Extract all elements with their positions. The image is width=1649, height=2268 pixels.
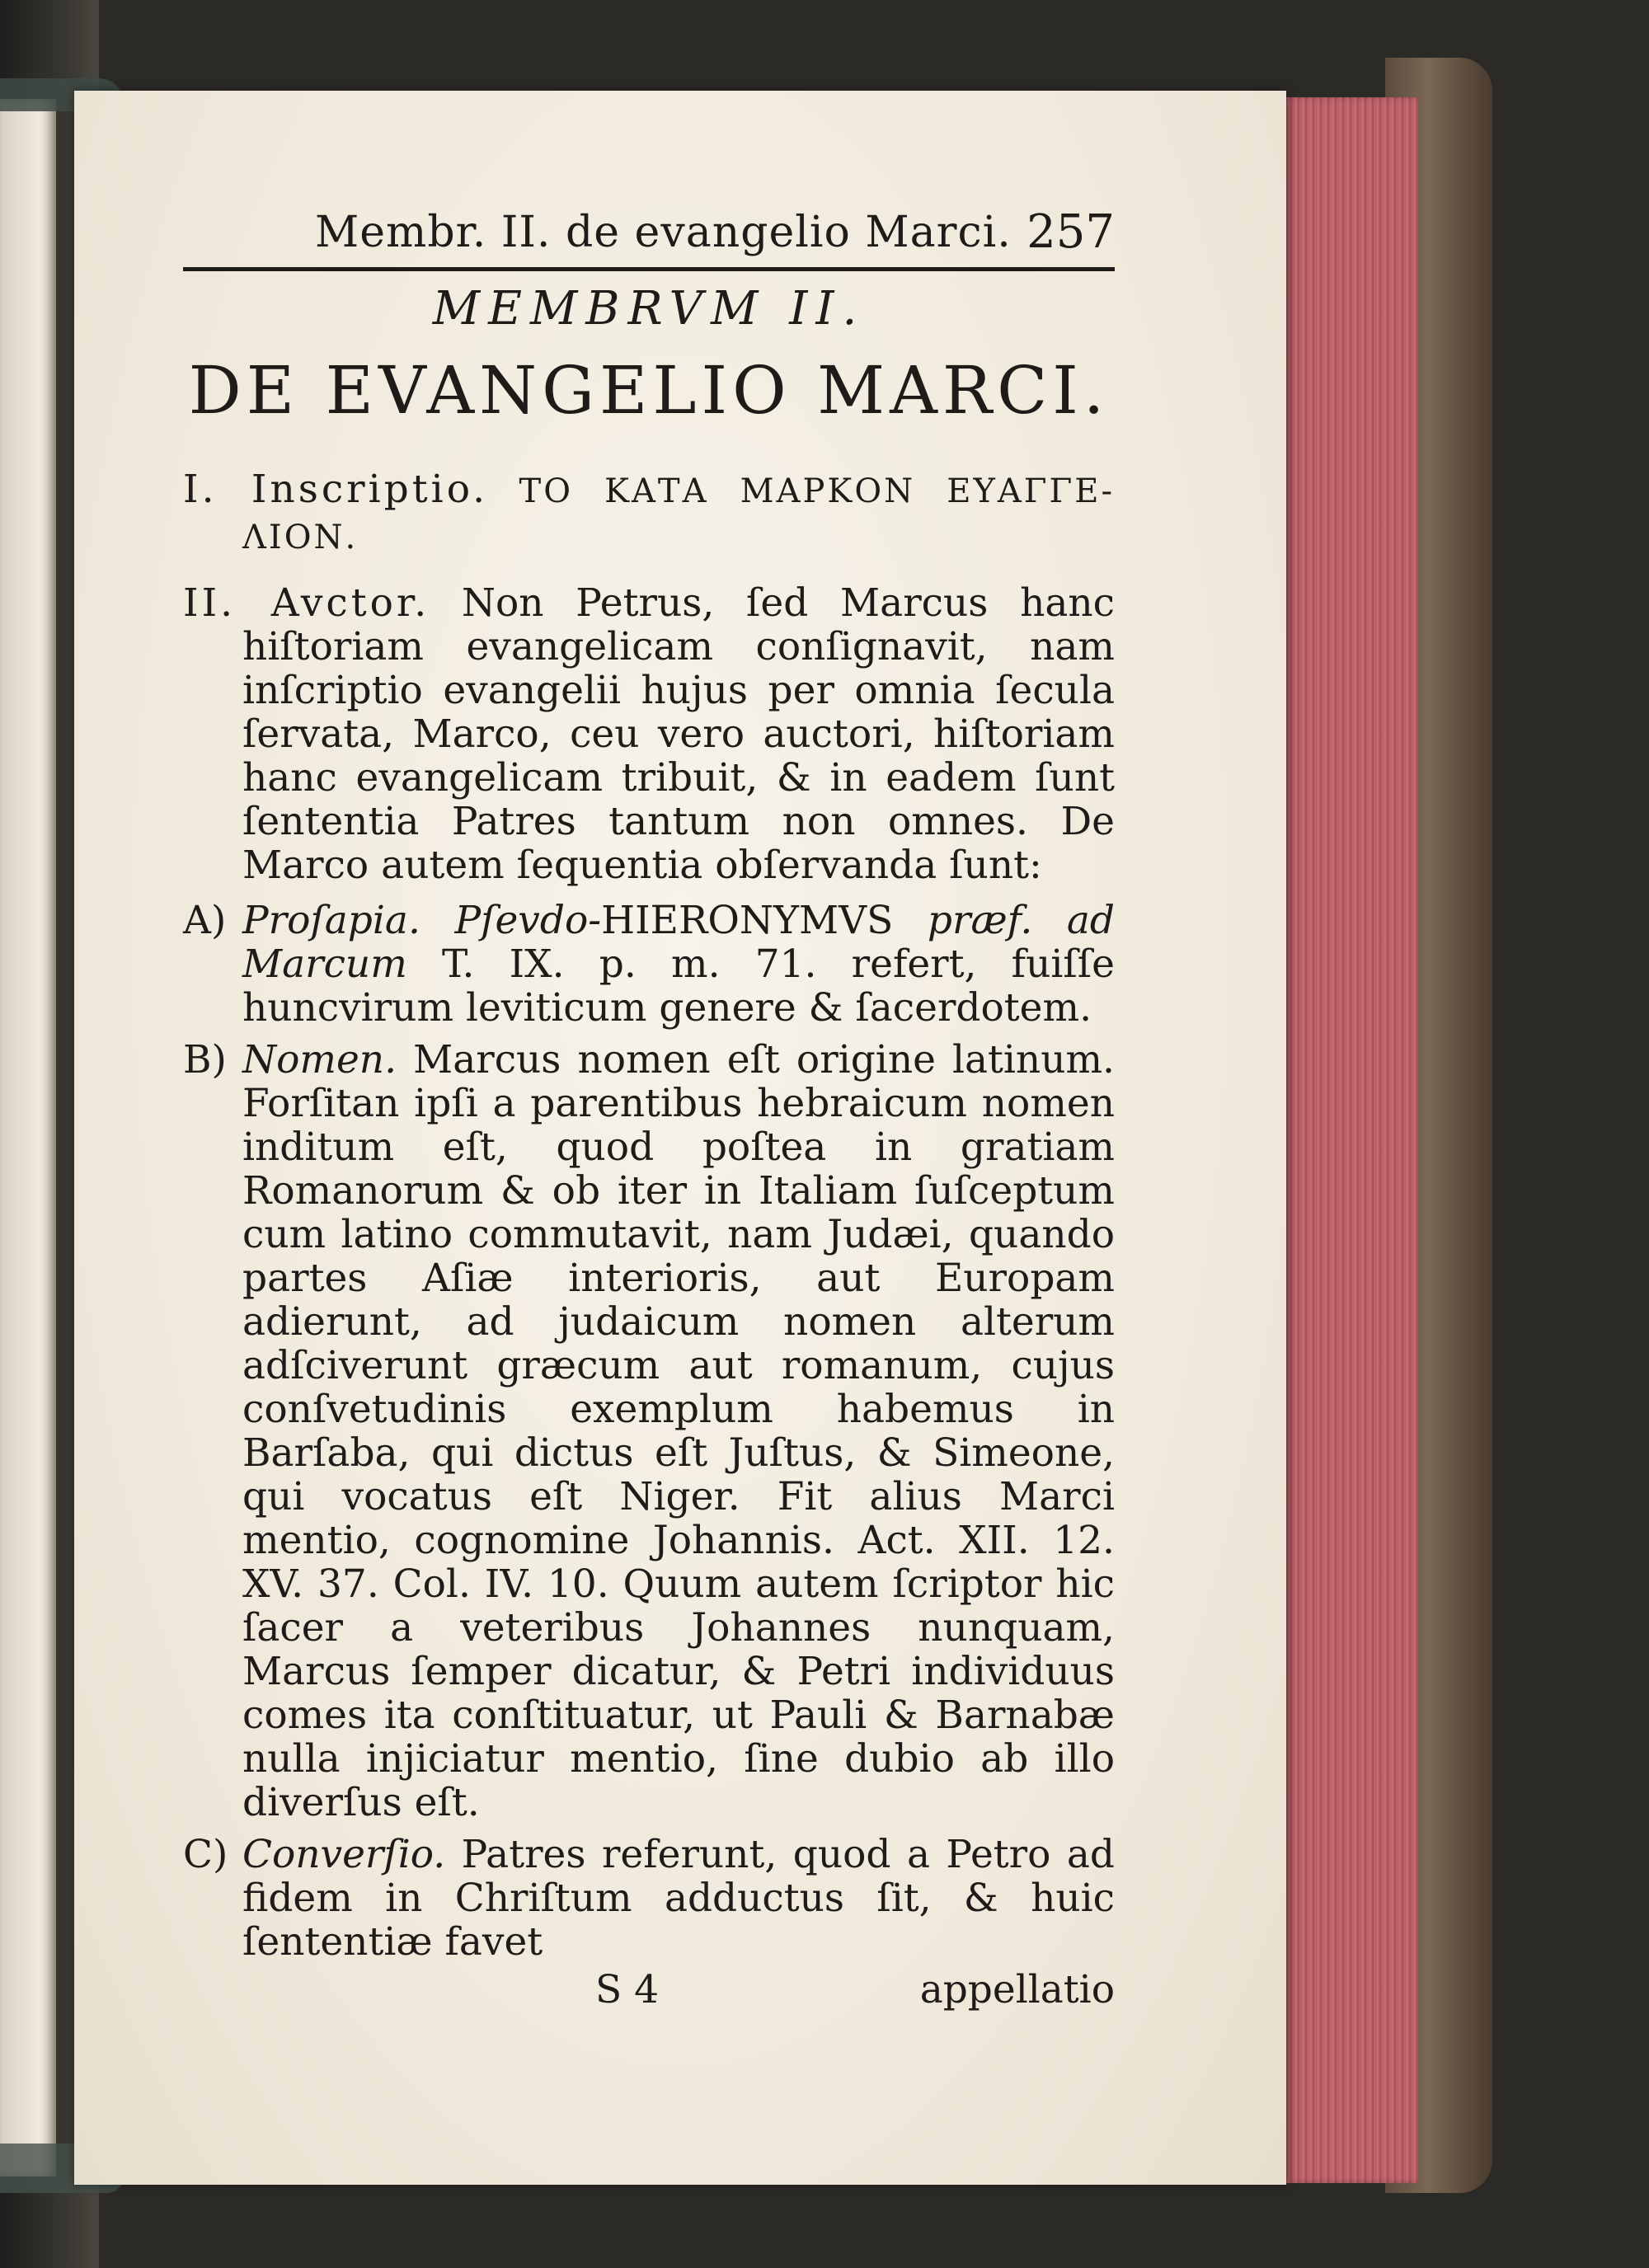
item-lead: Nomen. <box>242 1037 397 1082</box>
previous-page-edge <box>0 99 56 2176</box>
text-block <box>183 198 1115 2013</box>
page-footer <box>183 1967 1115 2013</box>
item-text: Patres referunt, quod a Petro ad fidem in Chriſtum adductus ſit, & huic ſententiæ favet <box>242 1832 1115 1965</box>
item-b <box>183 1038 1115 1824</box>
item-marker: B) <box>183 1037 227 1082</box>
chapter-title: DE EVANGELIO MARCI. <box>188 352 1110 429</box>
running-head <box>183 198 1115 271</box>
section-label: I. Inscriptio. <box>183 467 489 512</box>
item-lead: Converſio. <box>242 1832 446 1877</box>
reference: præf. ad Marcum <box>242 898 1115 987</box>
catchword: appellatio <box>919 1967 1115 2012</box>
running-head-title: Membr. II. de evangelio Marci. <box>315 208 1012 257</box>
item-lead: Proſapia. <box>242 898 420 943</box>
item-text: T. IX. p. m. 71. refert, fuiſſe huncvirum leviticum genere & ſacerdotem. <box>242 941 1115 1031</box>
author-prefix: Pſevdo- <box>454 898 602 943</box>
section-auctor <box>183 581 1115 887</box>
page-number: 257 <box>1027 205 1115 259</box>
greek-inscription: ΤΟ ΚΑΤΑ ΜΑΡΚΟΝ ΕΥΑΓΓΕ-ΛΙΟΝ. <box>242 472 1115 556</box>
red-page-edges <box>1286 97 1418 2183</box>
item-c <box>183 1833 1115 1964</box>
author-name: HIERONYMVS <box>601 898 894 943</box>
section-text: Non Petrus, ſed Marcus hanc hiſtoriam evangelicam conſignavit, nam inſcriptio evangelii hujus per omnia ſecula ſervata, Marco, ceu vero auctori, hiſtoriam hanc evangelicam tribuit, & in eadem ſunt ſententia Patres tantum non omnes. De Marco autem ſequentia obſervanda ſunt: <box>242 580 1115 888</box>
signature-mark: S 4 <box>595 1967 660 2012</box>
membrum-heading: MEMBRVM II. <box>432 282 866 336</box>
item-a <box>183 899 1115 1030</box>
item-marker: A) <box>183 898 227 943</box>
section-inscriptio <box>183 467 1115 560</box>
item-marker: C) <box>183 1832 228 1877</box>
item-text: Marcus nomen eſt origine latinum. Forſitan ipſi a parentibus hebraicum nomen inditum eſt, quod poſtea in gratiam Romanorum & ob iter in Italiam ſuſceptum cum latino commutavit, nam Judæi, quando partes Aſiæ interioris, aut Europam adierunt, ad judaicum nomen alterum adſciverunt græcum aut romanum, cujus conſvetudinis exemplum habemus in Barſaba, qui dictus eſt Juſtus, & Simeone, qui vocatus eſt Niger. Fit alius Marci mentio, cognomine Johannis. Act. XII. 12. XV. 37. Col. IV. 10. Quum autem ſcriptor hic ſacer a veteribus Johannes nunquam, Marcus ſemper dicatur, & Petri individuus comes ita conſtituatur, ut Pauli & Barnabæ nulla injiciatur mentio, ſine dubio ab illo diverſus eſt. <box>242 1037 1115 1825</box>
section-label: II. Avctor. <box>183 580 430 626</box>
